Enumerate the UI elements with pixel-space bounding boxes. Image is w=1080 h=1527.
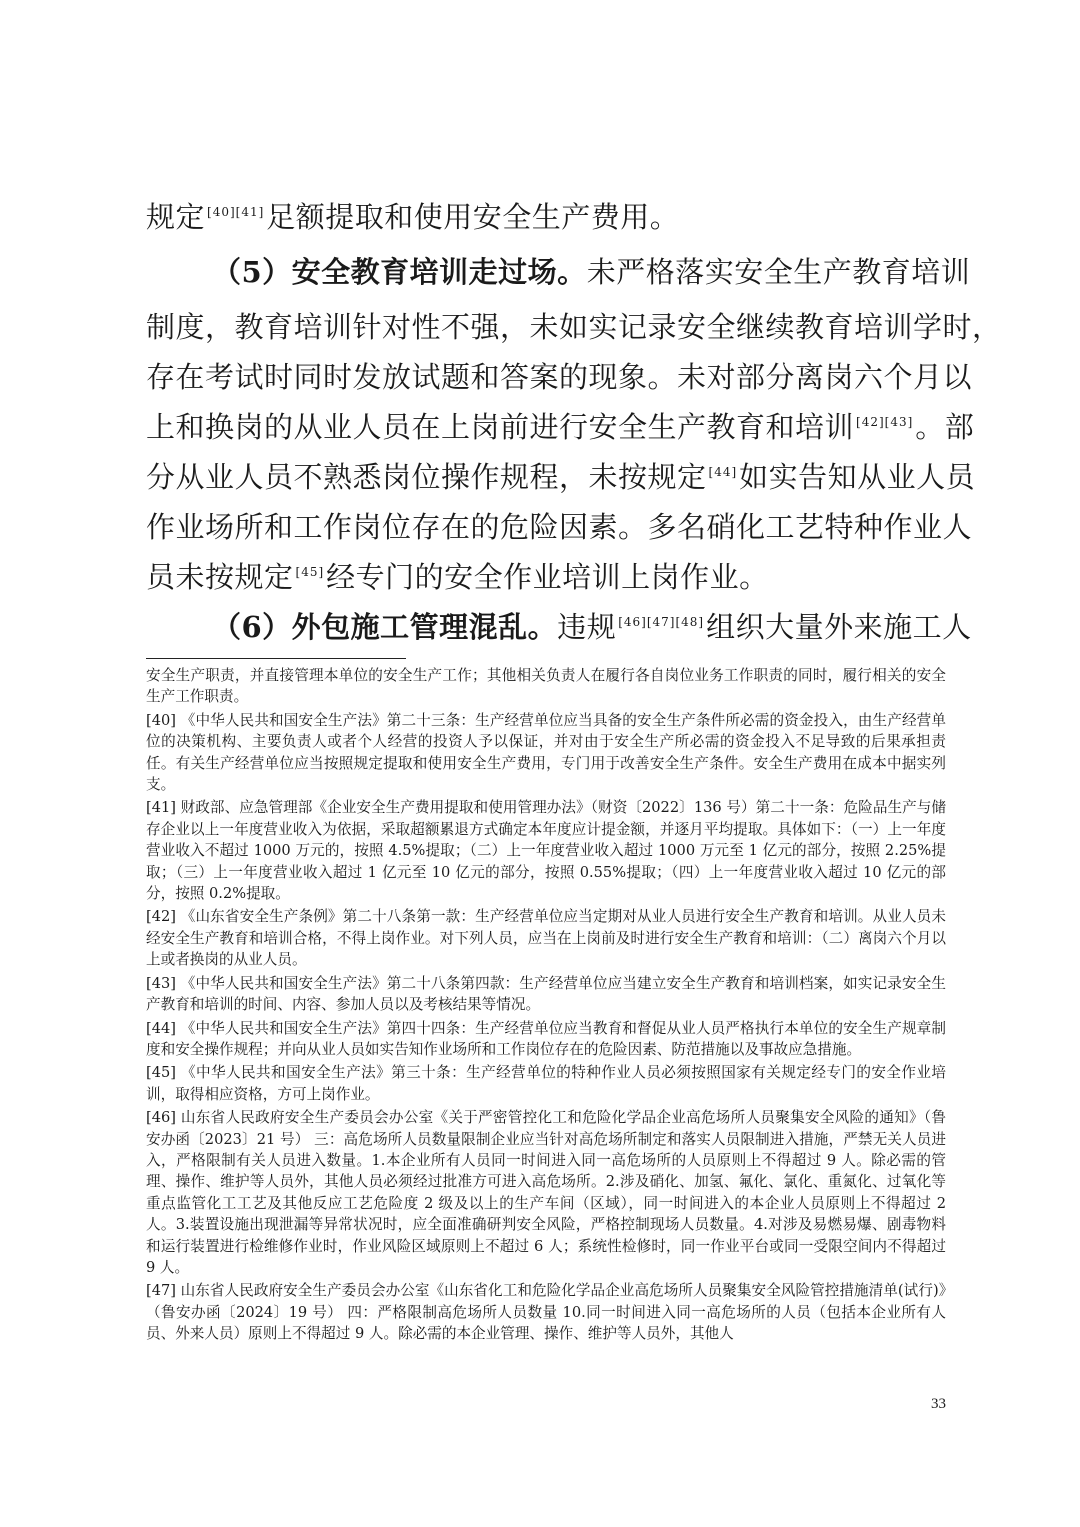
body-text-span: 员未按规定 bbox=[146, 560, 294, 594]
footnote-ref: [46][47][48] bbox=[618, 615, 705, 630]
footnote-continued: 安全生产职责，并直接管理本单位的安全生产工作；其他相关负责人在履行各自岗位业务工作职责的同时，履行相关的安全生产工作职责。 bbox=[146, 667, 946, 706]
body-text-span: 经专门的安全作业培训上岗作业。 bbox=[326, 560, 769, 594]
body-text-span: 存在考试时同时发放试题和答案的现象。未对部分离岗六个月以 bbox=[146, 360, 973, 394]
footnote-45: [45] 《中华人民共和国安全生产法》第三十条：生产经营单位的特种作业人员必须按照国家有关规定经专门的安全作业培训，取得相应资格，方可上岗作业。 bbox=[146, 1064, 946, 1103]
footnotes bbox=[146, 665, 946, 1347]
body-text-span: 如实告知从业人员 bbox=[739, 460, 976, 494]
body-text-span: 上和换岗的从业人员在上岗前进行安全生产教育和培训 bbox=[146, 410, 855, 444]
body-line-3 bbox=[146, 300, 1002, 354]
footnote-ref: [42][43] bbox=[856, 415, 914, 430]
body-text-span: 分从业人员不熟悉岗位操作规程，未按规定 bbox=[146, 460, 707, 494]
body-text-span: 足额提取和使用安全生产费用。 bbox=[266, 200, 680, 234]
body-text-span: 违规 bbox=[557, 610, 617, 644]
footnote-ref: [40][41] bbox=[207, 205, 265, 220]
section-heading-6: （6）外包施工管理混乱。 bbox=[212, 610, 558, 644]
body-line-5 bbox=[146, 400, 974, 454]
footnote-ref: [44] bbox=[708, 465, 738, 480]
page-number: 33 bbox=[931, 1396, 946, 1412]
body-text-span: 作业场所和工作岗位存在的危险因素。多名硝化工艺特种作业人 bbox=[146, 510, 973, 544]
footnote-separator bbox=[146, 658, 406, 659]
footnote-40: [40] 《中华人民共和国安全生产法》第二十三条：生产经营单位应当具备的安全生产条件所必需的资金投入，由生产经营单位的决策机构、主要负责人或者个人经营的投资人予以保证，并对由于安全生产所必需的资金投入不足导致的后果承担责任。有关生产经营单位应当按照规定提取和使用安全生产费用，专门用于改善安全生产条件。安全生产费用在成本中据实列支。 bbox=[146, 711, 946, 794]
footnote-41: [41] 财政部、应急管理部《企业安全生产费用提取和使用管理办法》（财资〔2022〕136 号）第二十一条：危险品生产与储存企业以上一年度营业收入为依据，采取超额累退方式确定本年度应计提金额，并逐月平均提取。具体如下：（一）上一年度营业收入不超过 1000 万元的，按照 4.5%提取；（二）上一年度营业收入超过 1000 万元至 1 亿元的部分，按照 2.25%提取；（三）上一年度营业收入超过 1 亿元至 10 亿元的部分，按照 0.55%提取；（四）上一年度营业收入超过 10 亿元的部分，按照 0.2%提取。 bbox=[146, 799, 946, 903]
body-text-span: 规定 bbox=[146, 200, 206, 234]
body-line-7 bbox=[146, 500, 972, 554]
body-line-2 bbox=[212, 245, 970, 299]
body-line-8 bbox=[146, 550, 769, 604]
footnote-44: [44] 《中华人民共和国安全生产法》第四十四条：生产经营单位应当教育和督促从业人员严格执行本单位的安全生产规章制度和安全操作规程；并向从业人员如实告知作业场所和工作岗位存在的危险因素、防范措施以及事故应急措施。 bbox=[146, 1019, 946, 1058]
body-text-span: 组织大量外来施工人 bbox=[706, 610, 972, 644]
body-line-9 bbox=[212, 600, 972, 654]
footnote-46: [46] 山东省人民政府安全生产委员会办公室《关于严密管控化工和危险化学品企业高危场所人员聚集安全风险的通知》（鲁安办函〔2023〕21 号） 三：高危场所人员数量限制企业应当针对高危场所制定和落实人员限制进入措施，严禁无关人员进入，严格限制有关人员进入数量。1.本企业所有人员同一时间进入同一高危场所的人员原则上不得超过 9 人。除必需的管理、操作、维护等人员外，其他人员必须经过批准方可进入高危场所。2.涉及硝化、加氢、氟化、氯化、重氮化、过氧化等重点监管化工工艺及其他反应工艺危险度 2 级及以上的生产车间（区域），同一时间进入的本企业人员原则上不得超过 2 人。3.装置设施出现泄漏等异常状况时，应全面准确研判安全风险，严格控制现场人员数量。4.对涉及易燃易爆、剧毒物料和运行装置进行检维修作业时，作业风险区域原则上不超过 6 人；系统性检修时，同一作业平台或同一受限空间内不得超过 9 人。 bbox=[146, 1109, 946, 1276]
body-text-span: 制度，教育培训针对性不强，未如实记录安全继续教育培训学时， bbox=[146, 310, 1002, 344]
footnote-ref: [45] bbox=[295, 565, 325, 580]
body-line-1 bbox=[146, 190, 679, 244]
footnote-43: [43] 《中华人民共和国安全生产法》第二十八条第四款：生产经营单位应当建立安全生产教育和培训档案，如实记录安全生产教育和培训的时间、内容、参加人员以及考核结果等情况。 bbox=[146, 974, 946, 1014]
section-heading-5: （5）安全教育培训走过场。 bbox=[212, 255, 587, 289]
body-line-4 bbox=[146, 350, 972, 404]
body-text-span: 。部 bbox=[915, 410, 975, 444]
footnote-47: [47] 山东省人民政府安全生产委员会办公室《山东省化工和危险化学品企业高危场所人员聚集安全风险管控措施清单(试行)》（鲁安办函〔2024〕19 号） 四：严格限制高危场所人员数量 10.同一时间进入同一高危场所的人员（包括本企业所有人员、外来人员）原则上不得超过 9 人。除必需的本企业管理、操作、维护等人员外，其他人 bbox=[146, 1282, 946, 1343]
body-line-6 bbox=[146, 450, 975, 504]
footnote-42: [42] 《山东省安全生产条例》第二十八条第一款：生产经营单位应当定期对从业人员进行安全生产教育和培训。从业人员未经安全生产教育和培训合格，不得上岗作业。对下列人员，应当在上岗前及时进行安全生产教育和培训：（二）离岗六个月以上或者换岗的从业人员。 bbox=[146, 908, 946, 969]
body-text-span: 未严格落实安全生产教育培训 bbox=[586, 255, 971, 289]
